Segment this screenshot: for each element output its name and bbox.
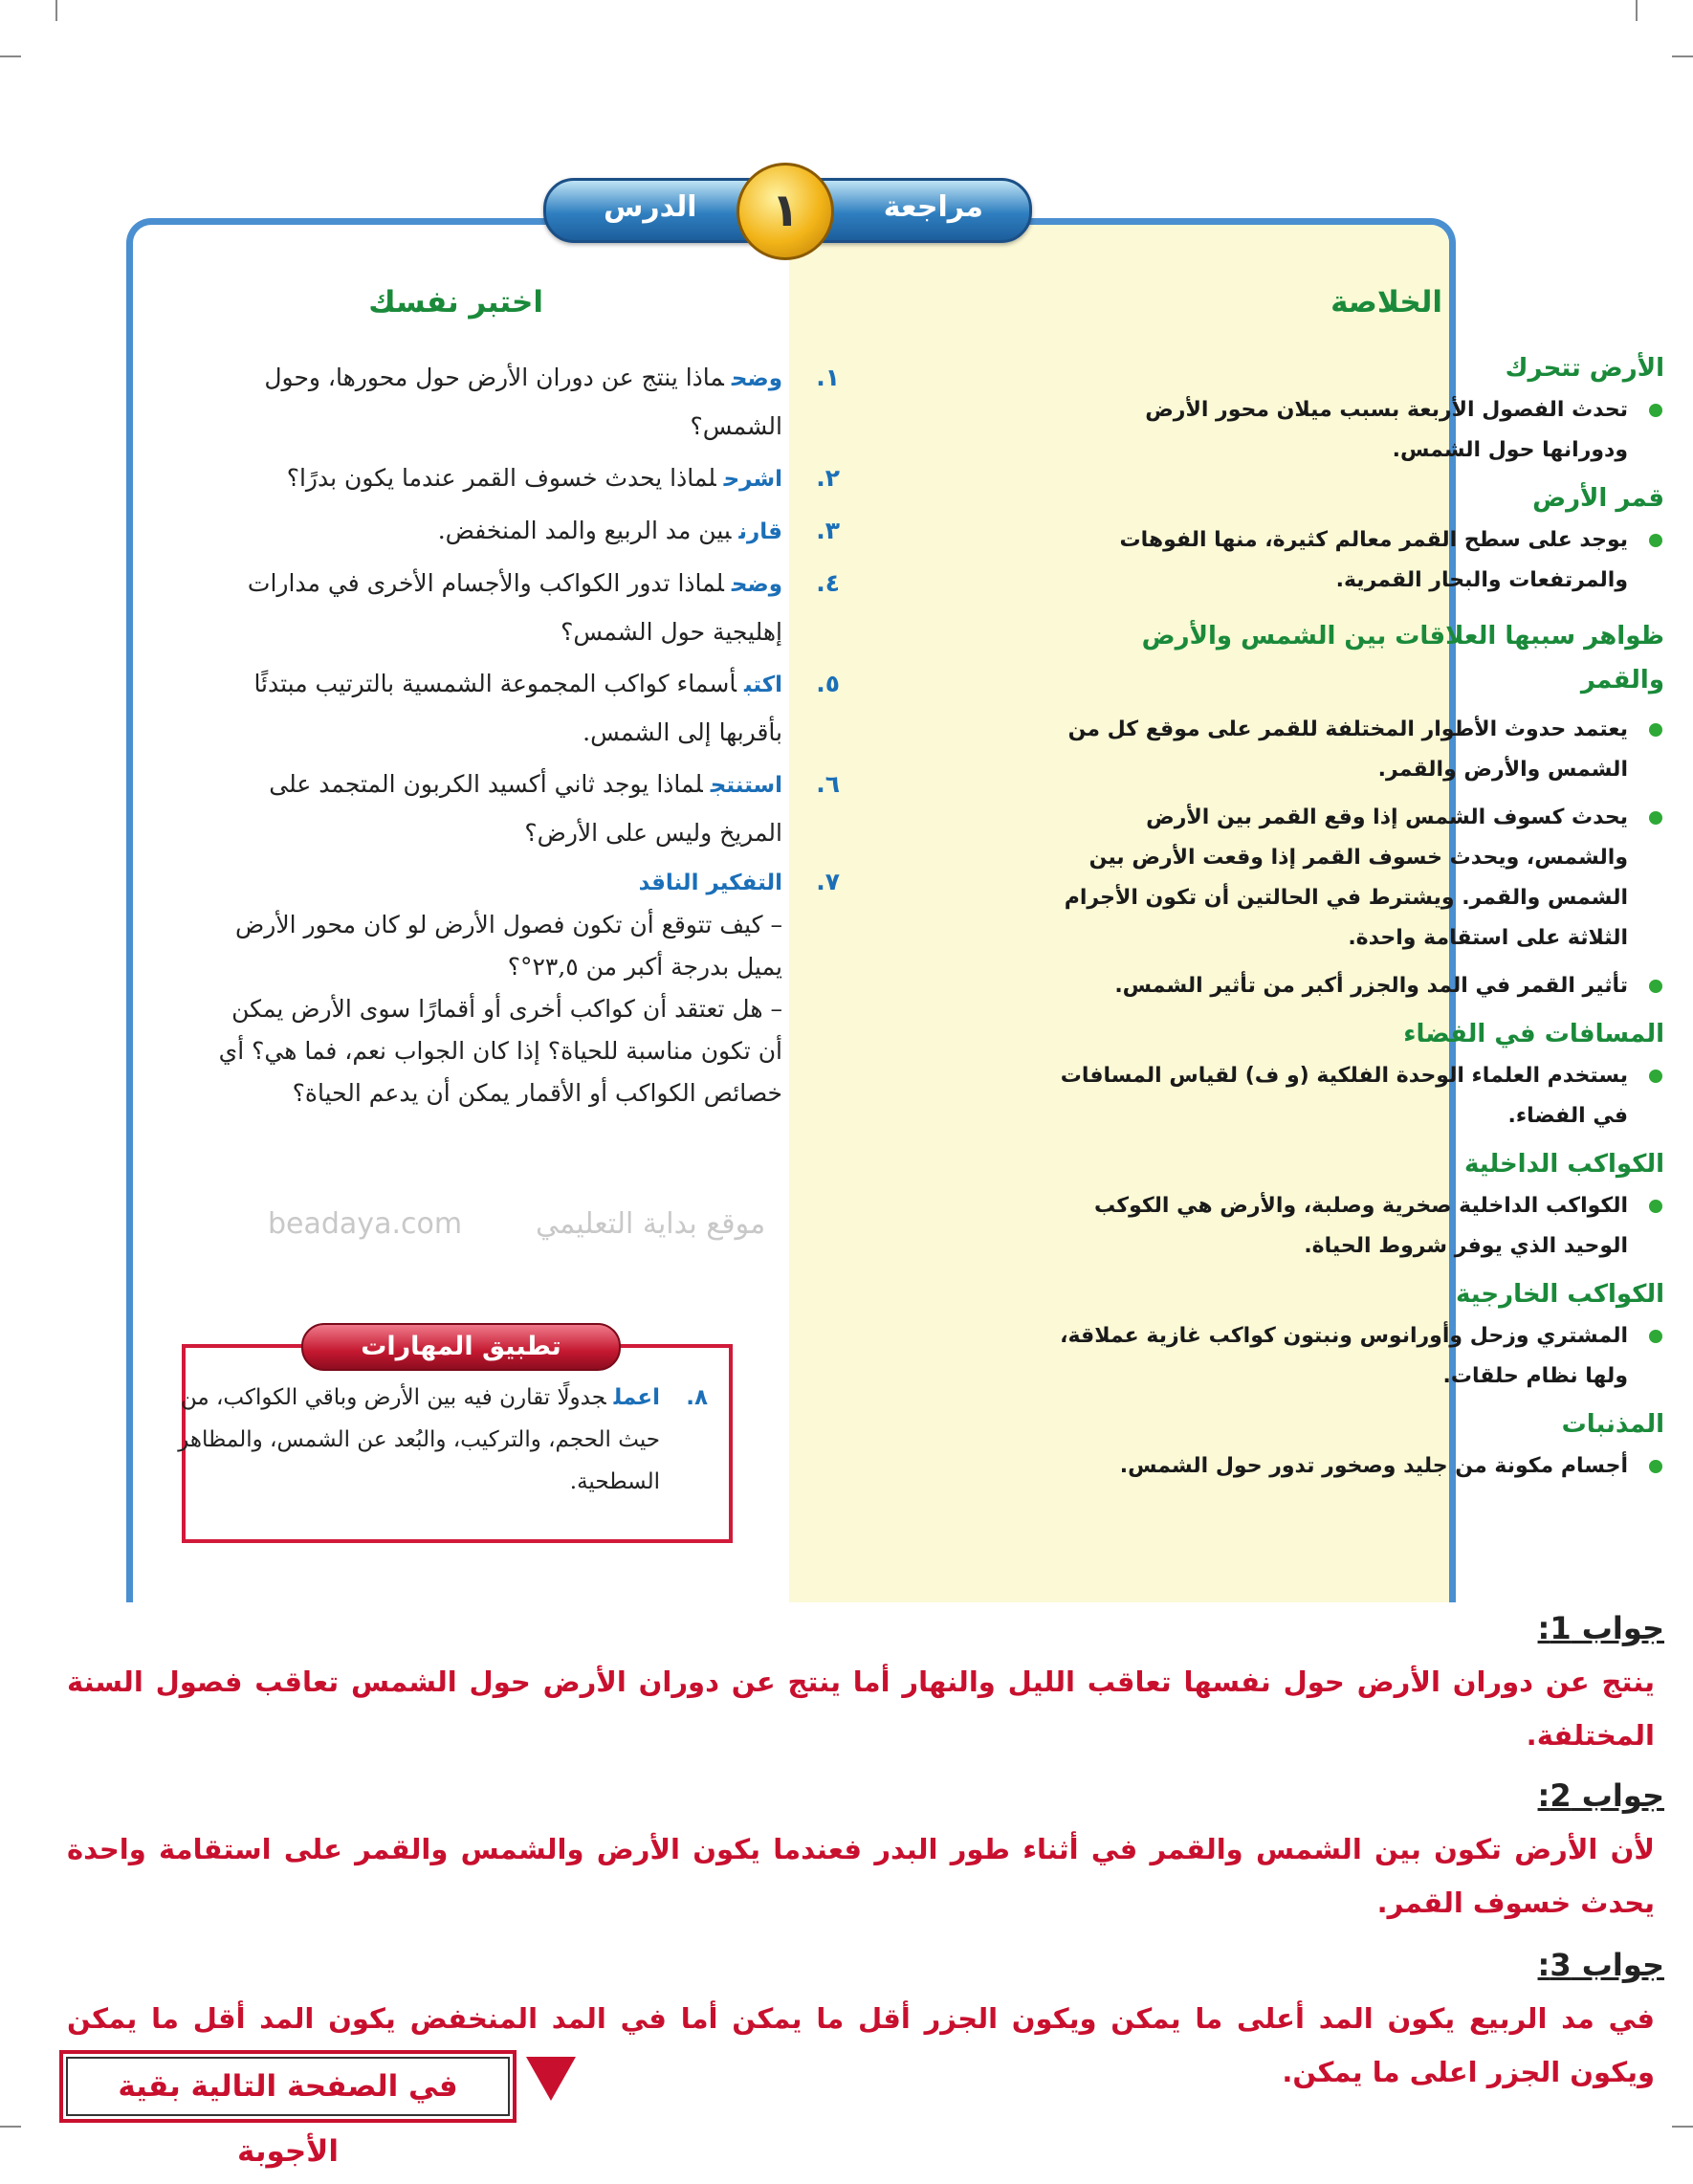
- lesson-number-badge: ١: [737, 163, 834, 260]
- question-number: ٧.: [816, 868, 840, 895]
- test-content: [218, 354, 840, 1118]
- question-text: لماذا يوجد ثاني أكسيد الكربون المتجمد على المريخ وليس على الأرض؟: [269, 770, 782, 847]
- question-number: ٦.: [816, 770, 840, 798]
- critical-item: – هل تعتقد أن كواكب أخرى أو أقمارًا سوى الأرض يمكن أن تكون مناسبة للحياة؟ إذا كان الجواب نعم، فما هي؟ أي خصائص الكواكب أو الأقمار يمكن أن يدعم الحياة؟: [218, 995, 782, 1107]
- bullet-item: المشتري وزحل وأورانوس ونبتون كواكب غازية عملاقة، ولها نظام حلقات.: [1052, 1316, 1664, 1397]
- critical-item: – كيف تتوقع أن تكون فصول الأرض لو كان محور الأرض يميل بدرجة أكبر من ٢٣,٥°؟: [235, 911, 782, 981]
- question-text: بين مد الربيع والمد المنخفض.: [437, 517, 732, 544]
- summary-section: [1052, 1150, 1664, 1267]
- bullet-item: تأثير القمر في المد والجزر أكبر من تأثير الشمس.: [1052, 966, 1664, 1006]
- test-yourself-title: اختبر نفسك: [368, 285, 543, 320]
- section-heading: المذنبات: [1561, 1410, 1664, 1439]
- section-heading: الكواكب الخارجية: [1456, 1280, 1664, 1309]
- question-item: [218, 454, 840, 503]
- skills-application-label: تطبيق المهارات: [301, 1323, 621, 1371]
- crop-mark: [1636, 0, 1638, 21]
- bullet-dot-icon: [1649, 723, 1662, 737]
- question-verb: اعمل: [613, 1385, 660, 1410]
- question-text: أسماء كواكب المجموعة الشمسية بالترتيب مبتدئًا بأقربها إلى الشمس.: [253, 670, 782, 746]
- question-number: ٥.: [816, 670, 840, 697]
- question-item: [218, 354, 840, 451]
- answer-text: ينتج عن دوران الأرض حول نفسها تعاقب الليل والنهار أما ينتج عن دوران الأرض حول الشمس تعاقب فصول السنة المختلفة.: [67, 1666, 1655, 1752]
- crop-mark: [0, 2126, 21, 2128]
- bullet-item: أجسام مكونة من جليد وصخور تدور حول الشمس.: [1052, 1446, 1664, 1487]
- question-item: [218, 560, 840, 656]
- question-text: لماذا يحدث خسوف القمر عندما يكون بدرًا؟: [286, 464, 716, 492]
- summary-section: [1052, 1280, 1664, 1397]
- answer-text: لأن الأرض تكون بين الشمس والقمر في أثناء طور البدر فعندما يكون الأرض والشمس والقمر على استقامة واحدة يحدث خسوف القمر.: [67, 1833, 1655, 1919]
- question-verb: اكتب: [743, 673, 782, 697]
- crop-mark: [1672, 2126, 1693, 2128]
- critical-thinking: [218, 861, 840, 1114]
- banner-lesson-label: الدرس: [604, 190, 697, 224]
- question-text: جدولًا تقارن فيه بين الأرض وباقي الكواكب، من حيث الحجم، والتركيب، والبُعد عن الشمس، والمظاهر السطحية.: [178, 1385, 660, 1494]
- bullet-item: يحدث كسوف الشمس إذا وقع القمر بين الأرض والشمس، ويحدث خسوف القمر إذا وقعت الأرض بين الشمس والقمر. ويشترط في الحالتين أن تكون الأجرام الثلاثة على استقامة واحدة.: [1052, 798, 1664, 959]
- summary-section: [1052, 1020, 1664, 1136]
- bullet-dot-icon: [1649, 1330, 1662, 1343]
- question-verb: وضح: [731, 572, 782, 597]
- bullet-item: الكواكب الداخلية صخرية وصلبة، والأرض هي الكوكب الوحيد الذي يوفر شروط الحياة.: [1052, 1186, 1664, 1267]
- crop-mark: [1672, 55, 1693, 57]
- bullet-item: يوجد على سطح القمر معالم كثيرة، منها الفوهات والمرتفعات والبحار القمرية.: [1052, 520, 1664, 601]
- question-number: ٢.: [816, 464, 840, 492]
- question-verb: اشرح: [723, 467, 782, 492]
- bullet-dot-icon: [1649, 980, 1662, 993]
- question-verb: استنتج: [710, 773, 782, 798]
- question-number: ٤.: [816, 569, 840, 597]
- answer-label: جواب 3:: [1537, 1947, 1664, 1983]
- down-arrow-icon: [526, 2057, 576, 2101]
- bullet-dot-icon: [1649, 1460, 1662, 1473]
- bullet-dot-icon: [1649, 534, 1662, 547]
- question-text: لماذا تدور الكواكب والأجسام الأخرى في مدارات إهليجية حول الشمس؟: [247, 569, 782, 646]
- bullet-dot-icon: [1649, 811, 1662, 825]
- crop-mark: [55, 0, 57, 21]
- watermark-domain: beadaya.com: [268, 1207, 463, 1241]
- section-heading: قمر الأرض: [1532, 484, 1664, 513]
- question-item: [218, 507, 840, 556]
- watermark-text: موقع بداية التعليمي: [536, 1207, 766, 1241]
- skills-application-box: [178, 1344, 733, 1543]
- section-heading: الأرض تتحرك: [1505, 354, 1664, 383]
- question-item: [218, 660, 840, 757]
- question-number: ١.: [816, 364, 840, 391]
- summary-section: [1052, 614, 1664, 1006]
- skills-question: [163, 1377, 708, 1503]
- question-text: ماذا ينتج عن دوران الأرض حول محورها، وحول الشمس؟: [264, 364, 782, 440]
- summary-title: الخلاصة: [1330, 285, 1442, 320]
- question-item: [218, 761, 840, 857]
- section-heading: الكواكب الداخلية: [1463, 1150, 1664, 1179]
- bullet-item: تحدث الفصول الأربعة بسبب ميلان محور الأرض ودورانها حول الشمس.: [1052, 390, 1664, 471]
- answer-text: في مد الربيع يكون المد أعلى ما يمكن ويكون الجزر أقل ما يمكن أما في المد المنخفض يكون المد أقل ما يمكن ويكون الجزر اعلى ما يمكن.: [67, 2002, 1655, 2088]
- bullet-dot-icon: [1649, 1070, 1662, 1083]
- summary-content: [1052, 354, 1664, 1494]
- next-page-note: في الصفحة التالية بقية الأجوبة: [59, 2050, 517, 2123]
- section-heading: ظواهر سببها العلاقات بين الشمس والأرض والقمر: [1141, 622, 1664, 695]
- critical-thinking-title: التفكير الناقد: [638, 871, 782, 895]
- question-verb: وضح: [731, 366, 782, 391]
- question-verb: قارن: [738, 519, 782, 544]
- answer-label: جواب 1:: [1537, 1610, 1664, 1646]
- summary-section: [1052, 1410, 1664, 1487]
- question-number: ٨.: [686, 1385, 708, 1410]
- summary-section: [1052, 484, 1664, 601]
- section-heading: المسافات في الفضاء: [1403, 1020, 1664, 1048]
- bullet-item: يستخدم العلماء الوحدة الفلكية (و ف) لقياس المسافات في الفضاء.: [1052, 1056, 1664, 1136]
- answer-label: جواب 2:: [1537, 1777, 1664, 1814]
- banner-review-label: مراجعة: [883, 190, 983, 224]
- summary-section: [1052, 354, 1664, 471]
- bullet-dot-icon: [1649, 404, 1662, 417]
- question-number: ٣.: [816, 517, 840, 544]
- bullet-dot-icon: [1649, 1200, 1662, 1213]
- crop-mark: [0, 55, 21, 57]
- bullet-item: يعتمد حدوث الأطوار المختلفة للقمر على موقع كل من الشمس والأرض والقمر.: [1052, 710, 1664, 790]
